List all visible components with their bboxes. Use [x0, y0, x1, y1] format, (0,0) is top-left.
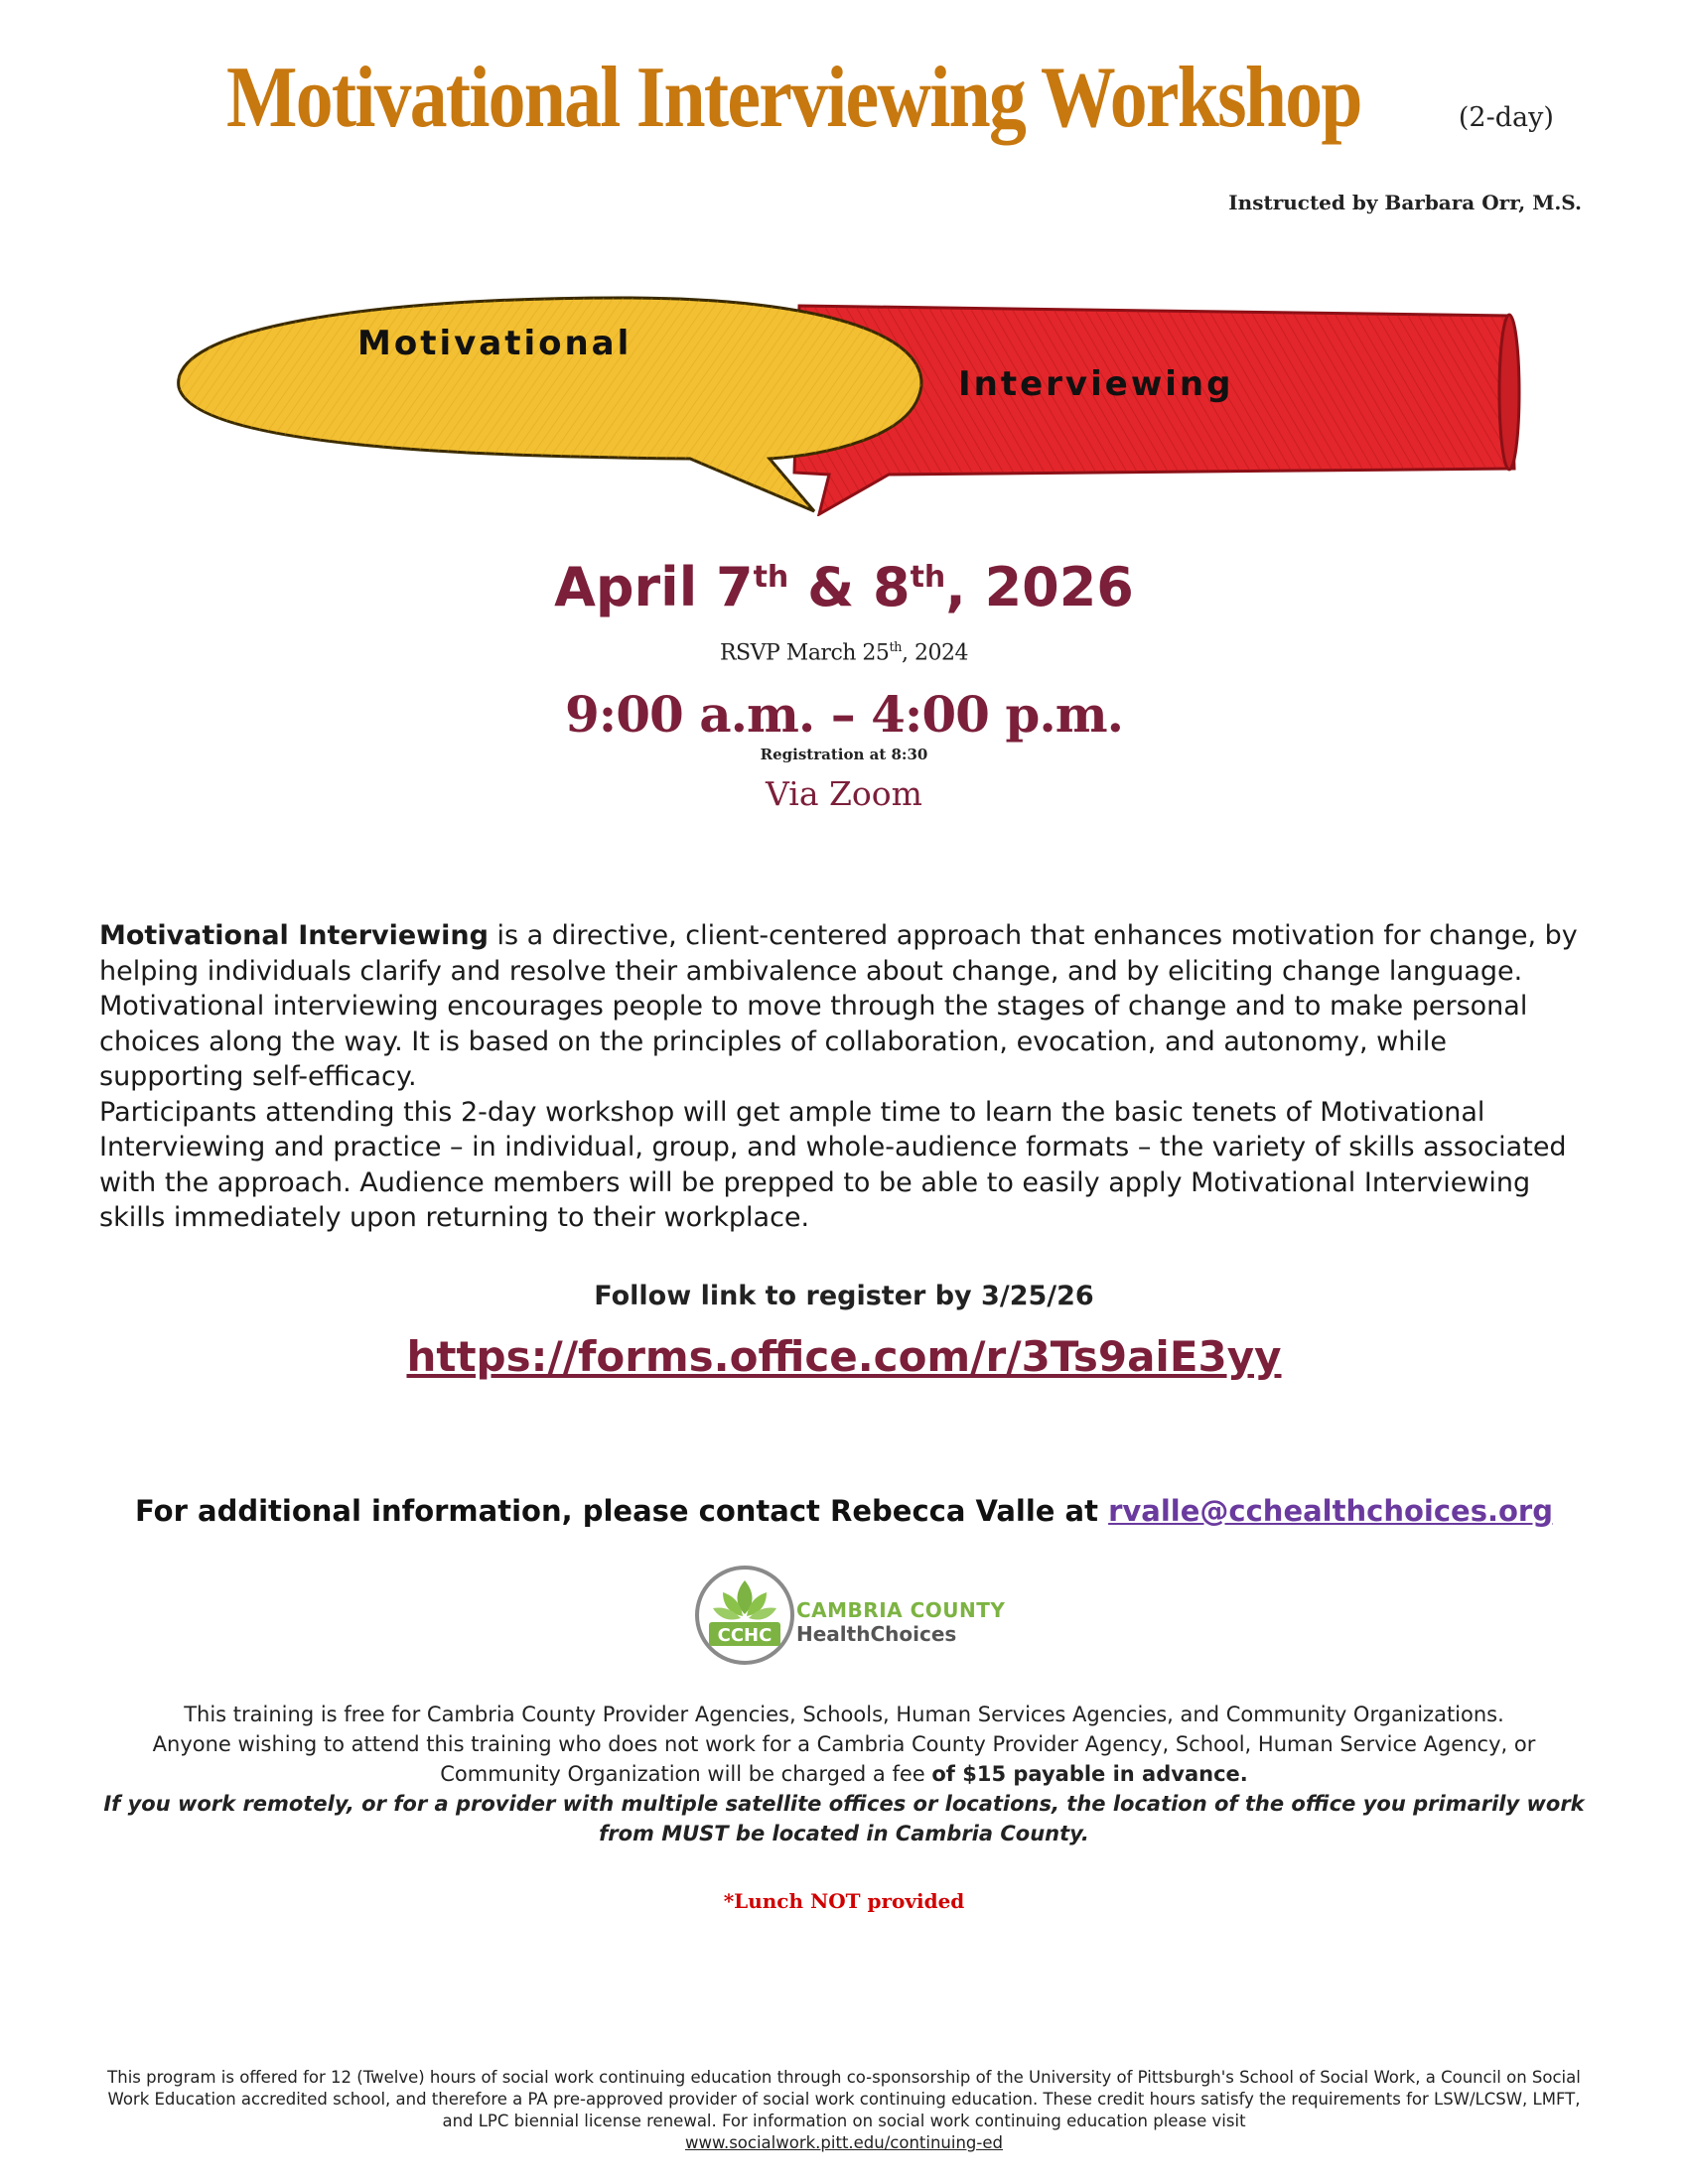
contact-text: For additional information, please contact Rebecca Valle at — [135, 1494, 1109, 1528]
date-sup-2: th — [910, 560, 946, 595]
page-title: Motivational Interviewing Workshop — [226, 50, 1361, 146]
date-text-2: & 8 — [788, 556, 911, 618]
date-text-3: , 2026 — [945, 556, 1134, 618]
contact-email-link[interactable]: rvalle@cchealthchoices.org — [1108, 1494, 1553, 1528]
fee-information — [89, 1700, 1599, 1789]
date-sup-1: th — [753, 560, 789, 595]
bubble-right-text: Interviewing — [958, 364, 1234, 404]
rsvp-text-2: , 2024 — [902, 640, 969, 666]
event-time: 9:00 a.m. – 4:00 p.m. — [564, 685, 1124, 744]
registration-time: Registration at 8:30 — [760, 746, 928, 763]
description-lead: Motivational Interviewing — [99, 920, 489, 951]
logo-name-line2: HealthChoices — [796, 1622, 957, 1646]
bubble-left-text: Motivational — [357, 324, 633, 363]
event-location: Via Zoom — [766, 774, 922, 813]
title-suffix: (2-day) — [1458, 102, 1554, 133]
ce-credit-footer — [94, 2067, 1594, 2154]
registration-link[interactable]: https://forms.office.com/r/3Ts9aiE3yy — [406, 1332, 1282, 1381]
rsvp-date — [0, 640, 1688, 665]
footer-website-link[interactable]: www.socialwork.pitt.edu/continuing-ed — [684, 2133, 1003, 2152]
rsvp-sup: th — [889, 640, 903, 655]
logo-badge-text: CCHC — [717, 1625, 773, 1646]
title-row — [0, 48, 1688, 148]
event-date — [0, 556, 1688, 618]
free-line: This training is free for Cambria County Provider Agencies, Schools, Human Services Agencies, and Community Organizations. — [184, 1703, 1504, 1726]
fee-line: Anyone wishing to attend this training who does not work for a Cambria County Provider Agency, School, Human Service Agency, or Community Organization will be charged a fee — [152, 1732, 1536, 1786]
instructor-line: Instructed by Barbara Orr, M.S. — [1228, 191, 1582, 214]
remote-note: If you work remotely, or for a provider with multiple satellite offices or locations, the location of the office you primarily work from MUST be located in Cambria County. — [103, 1792, 1585, 1845]
description-paragraph-2: Participants attending this 2-day workshop will get ample time to learn the basic tenets of Motivational Interviewing and practice – in individual, group, and whole-audience formats – the variety of skills associated with the approach. Audience members will be prepped to be able to easily apply Motivational Interviewing skills immediately upon returning to their workplace. — [99, 1096, 1567, 1233]
logo-name-line1: CAMBRIA COUNTY — [796, 1598, 1006, 1622]
description-paragraph-1 — [99, 918, 1599, 1095]
register-instruction: Follow link to register by 3/25/26 — [594, 1281, 1094, 1311]
contact-line — [0, 1494, 1688, 1528]
description-para1-text: is a directive, client-centered approach that enhances motivation for change, by helping individuals clarify and resolve their ambivalence about change, and by eliciting change language. Motivational interviewing encourages people to move through the stages of change and to make personal choices along the way. It is based on the principles of collaboration, evocation, and autonomy, while supporting self-efficacy. — [99, 920, 1578, 1092]
footer-text: This program is offered for 12 (Twelve) hours of social work continuing education through co-sponsorship of the University of Pittsburgh's School of Social Work, a Council on Social Work Education accredited school, and therefore a PA pre-approved provider of social work continuing education. These credit hours satisfy the requirements for LSW/LCSW, LMFT, and LPC biennial license renewal. For information on social work continuing education please visit — [107, 2068, 1581, 2130]
lunch-note: *Lunch NOT provided — [723, 1889, 965, 1913]
fee-amount: of $15 payable in advance. — [931, 1762, 1248, 1786]
description — [99, 918, 1599, 1236]
date-text-1: April 7 — [554, 556, 754, 618]
speech-bubbles-illustration — [174, 288, 1524, 516]
rsvp-text-1: RSVP March 25 — [719, 640, 890, 666]
